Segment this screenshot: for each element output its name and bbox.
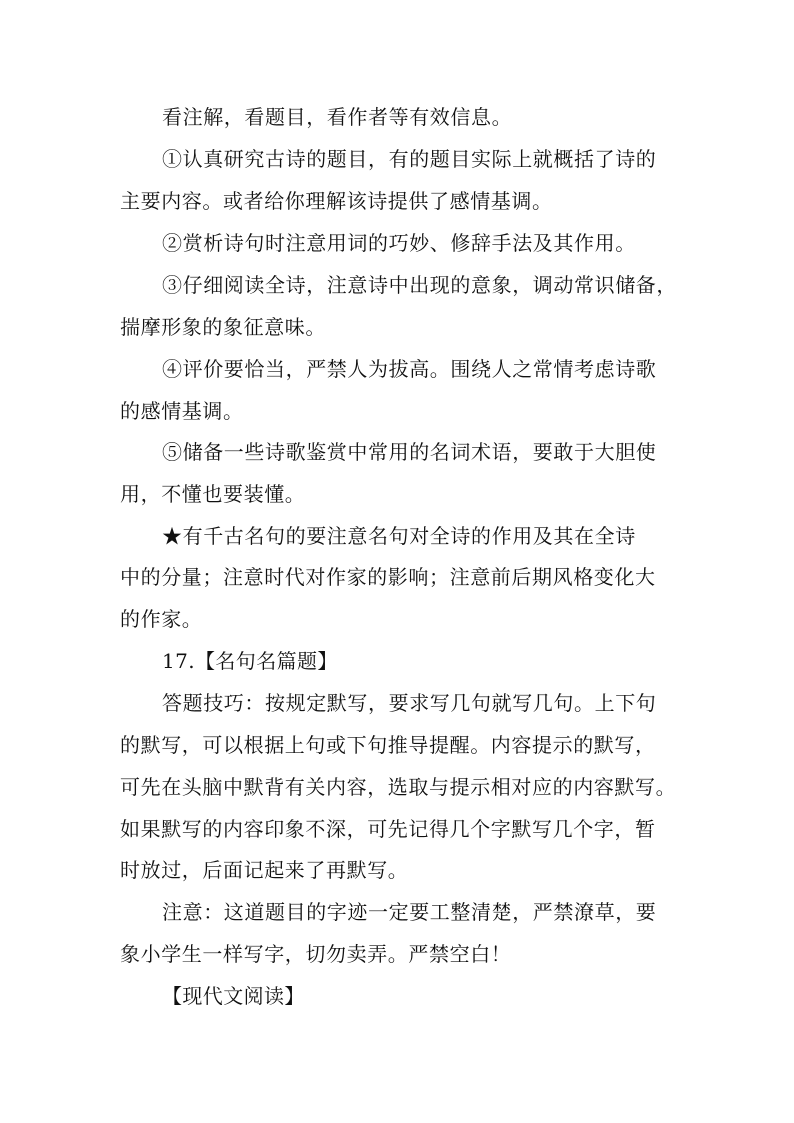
highlight-note-line: ★有千古名句的要注意名句对全诗的作用及其在全诗 (162, 524, 636, 548)
paragraph-line: 看注解，看题目，看作者等有效信息。 (162, 105, 513, 129)
paragraph-line: 的感情基调。 (120, 399, 244, 423)
section-heading: 17.【名句名篇题】 (162, 649, 338, 673)
paragraph-line: 时放过，后面记起来了再默写。 (120, 858, 409, 882)
paragraph-line: 的作家。 (120, 607, 203, 631)
paragraph-line: 揣摩形象的象征意味。 (120, 315, 326, 339)
paragraph-line: ⑤储备一些诗歌鉴赏中常用的名词术语，要敢于大胆使 (162, 440, 657, 464)
paragraph-line: 用，不懂也要装懂。 (120, 482, 306, 506)
paragraph-line: 象小学生一样写字，切勿卖弄。严禁空白！ (120, 942, 512, 966)
section-heading: 【现代文阅读】 (162, 984, 305, 1008)
paragraph-line: 如果默写的内容印象不深，可先记得几个字默写几个字，暂 (120, 817, 656, 841)
paragraph-line: ①认真研究古诗的题目，有的题目实际上就概括了诗的 (162, 147, 657, 171)
paragraph-line: ③仔细阅读全诗，注意诗中出现的意象，调动常识储备， (162, 273, 677, 297)
paragraph-line: 可先在头脑中默背有关内容，选取与提示相对应的内容默写。 (120, 775, 677, 799)
paragraph-line: ②赏析诗句时注意用词的巧妙、修辞手法及其作用。 (162, 231, 636, 255)
paragraph-line: ④评价要恰当，严禁人为拔高。围绕人之常情考虑诗歌 (162, 357, 657, 381)
paragraph-line: 答题技巧：按规定默写，要求写几句就写几句。上下句 (162, 691, 657, 715)
paragraph-line: 的默写，可以根据上句或下句推导提醒。内容提示的默写， (120, 733, 656, 757)
paragraph-line: 中的分量；注意时代对作家的影响；注意前后期风格变化大 (120, 565, 656, 589)
paragraph-line: 主要内容。或者给你理解该诗提供了感情基调。 (120, 189, 553, 213)
paragraph-line: 注意：这道题目的字迹一定要工整清楚，严禁潦草，要 (162, 900, 657, 924)
